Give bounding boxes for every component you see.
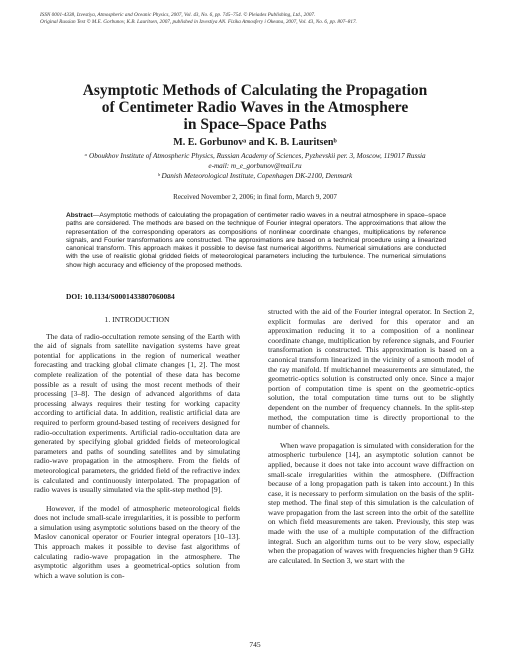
paragraph: The data of radio-occultation remote sensing of the Earth with the aid of signals from satellite navigation systems have great potential for applications in the region of numerical weather forecasting and tracking global climate changes [1, 2]. The most complete realization of the potential of these data has become possible as a result of using the most recent methods of their processing [3–8]. The design of advanced algorithms of data processing always requires their testing for working capacity according to artificial data. In addition, realistic artificial data are required to perform ground-based testing of receivers designed for radio-occultation experiments. Artificial radio-occultation data are generated by specifying global gridded fields of meteorological parameters and paths of sounding satellites and by simulating radio-wave propagation in the atmosphere. From the fields of meteorological parameters, the gridded field of the refractive index is calculated and continuously interpolated. The propagation of radio waves is usually simulated via the split-step method [9]. — [34, 331, 240, 495]
paragraph: However, if the model of atmospheric meteorological fields does not include small-scale irregularities, it is possible to perform a simulation using asymptotic solutions based on the theory of the Maslov canonical operator or Fourier integral operators [10–13]. This approach makes it possible to devise fast algorithms of calculating radio-wave propagation in the atmosphere. The asymptotic algorithm uses a geometrical-optics solution from which a wave solution is con- — [34, 503, 240, 580]
affiliation-b: ᵇ Danish Meteorological Institute, Copenhagen DK-2100, Denmark — [157, 172, 353, 180]
affiliation-a: ᵃ Oboukhov Institute of Atmospheric Physics, Russian Academy of Sciences, Pyzhevskii per. 3, Moscow, 119017 Russia — [84, 152, 426, 160]
received-dates: Received November 2, 2006; in final form, March 9, 2007 — [173, 193, 337, 201]
abstract-text: —Asymptotic methods of calculating the propagation of centimeter radio waves in a neutral atmosphere in space–space paths are considered. The methods are based on the technique of Fourier integral operators. The approximations that allow the representation of the corresponding operators as compositions of nonlinear coordinate changes, multiplications by reference signals, and Fourier transformations are constructed. The approximations are based on a technical procedure using a linearized canonical transform. This approach makes it possible to devise fast numerical algorithms. Numerical simulations are conducted with the use of realistic global gridded fields of meteorological parameters including the turbulence. The numerical simulations show high accuracy and efficiency of the proposed methods. — [66, 212, 446, 269]
title-line: in Space–Space Paths — [183, 116, 327, 133]
affiliations — [40, 151, 470, 181]
copyright-header-line: Original Russian Text © M.E. Gorbunov, K.B. Lauritsen, 2007, published in Izvestiya AN. Fizika Atmosfery i Okeana, 2007, Vol. 43, No. 6, pp. 807–817. — [40, 19, 357, 25]
right-column — [268, 307, 474, 574]
journal-header-line: ISSN 0001-4338, Izvestiya, Atmospheric and Oceanic Physics, 2007, Vol. 43, No. 6, pp. 745–754. © Pleiades Publishing, Ltd., 2007. — [40, 12, 316, 18]
page-number: 745 — [249, 640, 261, 649]
left-column — [34, 307, 240, 589]
paper-title — [40, 82, 470, 133]
paragraph: When wave propagation is simulated with consideration for the atmospheric turbulence [14], an asymptotic solution cannot be applied, because it does not take into account wave diffraction on small-scale irregularities within the atmosphere. (Diffraction because of a long propagation path is taken into account.) In this case, it is necessary to perform simulation on the basis of the split-step method. The final step of this simulation is the calculation of wave propagation from the last screen into the orbit of the satellite on which field measurements are taken. Previously, this step was made with the use of a multiple computation of the diffraction integral. Such an algorithm turns out to be very slow, especially when the propagation of waves with frequencies higher than 9 GHz are calculated. In Section 3, we start with the — [268, 440, 474, 565]
author-list: M. E. Gorbunovᵃ and K. B. Lauritsenᵇ — [173, 137, 337, 148]
title-line: of Centimeter Radio Waves in the Atmosphere — [101, 99, 409, 116]
title-line: Asymptotic Methods of Calculating the Propagation — [82, 82, 428, 99]
paragraph: structed with the aid of the Fourier integral operator. In Section 2, explicit formulas are derived for this operator and an approximation reducing it to a composition of a nonlinear coordinate change, multiplication by reference signals, and Fourier transformation is constructed. This approximation is based on a canonical transform linearized in the vicinity of a smooth model of the ray manifold. If multichannel measurements are simulated, the geometric-optics solution is constructed only once. Since a major portion of computation time is spent on the geometric-optics solution, the total computation time turns out to be slightly dependent on the number of frequency channels. In the split-step method, the computation time is directly proportional to the number of channels. — [268, 307, 474, 432]
section-heading: 1. INTRODUCTION — [104, 315, 170, 324]
email-line: e-mail: m_e_gorbunov@mail.ru — [208, 162, 302, 170]
doi: DOI: 10.1134/S0001433807060084 — [66, 292, 175, 301]
abstract-label: Abstract — [66, 212, 93, 219]
abstract — [66, 212, 446, 270]
